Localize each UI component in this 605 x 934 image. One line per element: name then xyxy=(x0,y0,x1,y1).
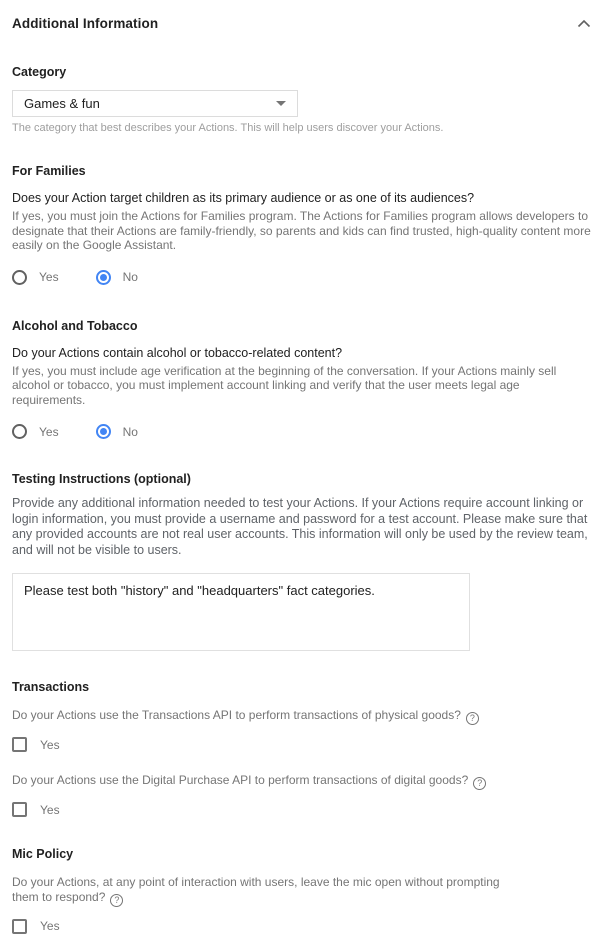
alcohol-tobacco-title: Alcohol and Tobacco xyxy=(12,318,138,333)
page-title: Additional Information xyxy=(12,16,159,31)
alcohol-tobacco-helper-text: If yes, you must include age verification at the beginning of the conversation. If your Actions mainly sell alcohol or tobacco, you must implement account linking and verify that the user meets legal age requirements. xyxy=(12,363,557,407)
category-section xyxy=(12,65,593,134)
mic-policy-checkbox[interactable] xyxy=(12,919,593,934)
radio-label: Yes xyxy=(39,424,59,439)
transactions-digital-goods-block xyxy=(12,773,593,817)
alcohol-tobacco-radio-group xyxy=(12,424,593,439)
radio-unchecked-icon xyxy=(12,424,27,439)
alcohol-tobacco-section xyxy=(12,319,593,440)
testing-instructions-section xyxy=(12,472,593,651)
checkbox-label: Yes xyxy=(40,737,60,752)
checkbox-unchecked-icon xyxy=(12,802,27,817)
mic-policy-question: Do your Actions, at any point of interaction with users, leave the mic open without prompting them to respond? ? xyxy=(12,875,500,905)
chevron-up-icon xyxy=(577,16,591,31)
checkbox-label: Yes xyxy=(40,919,60,933)
mic-policy-title: Mic Policy xyxy=(12,847,74,861)
for-families-radio-group xyxy=(12,270,593,285)
help-icon[interactable]: ? xyxy=(466,712,479,725)
radio-checked-icon xyxy=(96,424,111,439)
testing-instructions-description: Provide any additional information needed to test your Actions. If your Actions require account linking or login information, you must provide a username and password for a test account. Please make sure that any provided accounts are not real user accounts. This information will only be used by the review team, and will not be visible to users. xyxy=(12,496,588,557)
alcohol-tobacco-radio-no[interactable] xyxy=(96,424,138,439)
collapse-section-button[interactable] xyxy=(575,14,593,33)
for-families-title: For Families xyxy=(12,164,86,178)
transactions-digital-goods-question: Do your Actions use the Digital Purchase API to perform transactions of digital goods? ? xyxy=(12,773,593,790)
transactions-physical-goods-block xyxy=(12,708,593,752)
checkbox-unchecked-icon xyxy=(12,737,27,752)
category-helper-text: The category that best describes your Actions. This will help users discover your Actions. xyxy=(12,122,444,134)
radio-unchecked-icon xyxy=(12,270,27,285)
radio-label: No xyxy=(122,270,138,284)
help-icon[interactable]: ? xyxy=(110,894,123,907)
checkbox-unchecked-icon xyxy=(12,919,27,934)
radio-label: Yes xyxy=(39,270,59,284)
radio-label: No xyxy=(122,424,138,439)
for-families-section xyxy=(12,164,593,285)
for-families-question: Does your Action target children as its primary audience or as one of its audiences? xyxy=(12,191,475,205)
for-families-radio-yes[interactable] xyxy=(12,270,59,285)
alcohol-tobacco-question: Do your Actions contain alcohol or tobacco-related content? xyxy=(12,345,343,360)
transactions-digital-goods-checkbox[interactable] xyxy=(12,802,593,817)
checkbox-label: Yes xyxy=(40,802,60,817)
category-label: Category xyxy=(12,65,67,79)
category-select-value: Games & fun xyxy=(24,96,100,111)
transactions-title: Transactions xyxy=(12,680,90,694)
for-families-helper-text: If yes, you must join the Actions for Families program. The Actions for Families program allows developers to designate that their Actions are family-friendly, so parents and kids can find trusted, high-quality content more easily on the Google Assistant. xyxy=(12,209,591,252)
help-icon[interactable]: ? xyxy=(473,777,486,790)
testing-instructions-title: Testing Instructions (optional) xyxy=(12,472,191,486)
transactions-section xyxy=(12,680,593,817)
mic-policy-section xyxy=(12,847,593,934)
alcohol-tobacco-radio-yes[interactable] xyxy=(12,424,59,439)
arrow-drop-down-icon xyxy=(276,101,286,106)
panel-header xyxy=(12,14,593,33)
category-select[interactable] xyxy=(12,90,298,117)
transactions-physical-goods-checkbox[interactable] xyxy=(12,737,593,752)
transactions-physical-goods-question: Do your Actions use the Transactions API to perform transactions of physical goods? ? xyxy=(12,708,593,725)
for-families-radio-no[interactable] xyxy=(96,270,138,285)
testing-instructions-input[interactable] xyxy=(12,573,470,651)
radio-checked-icon xyxy=(96,270,111,285)
